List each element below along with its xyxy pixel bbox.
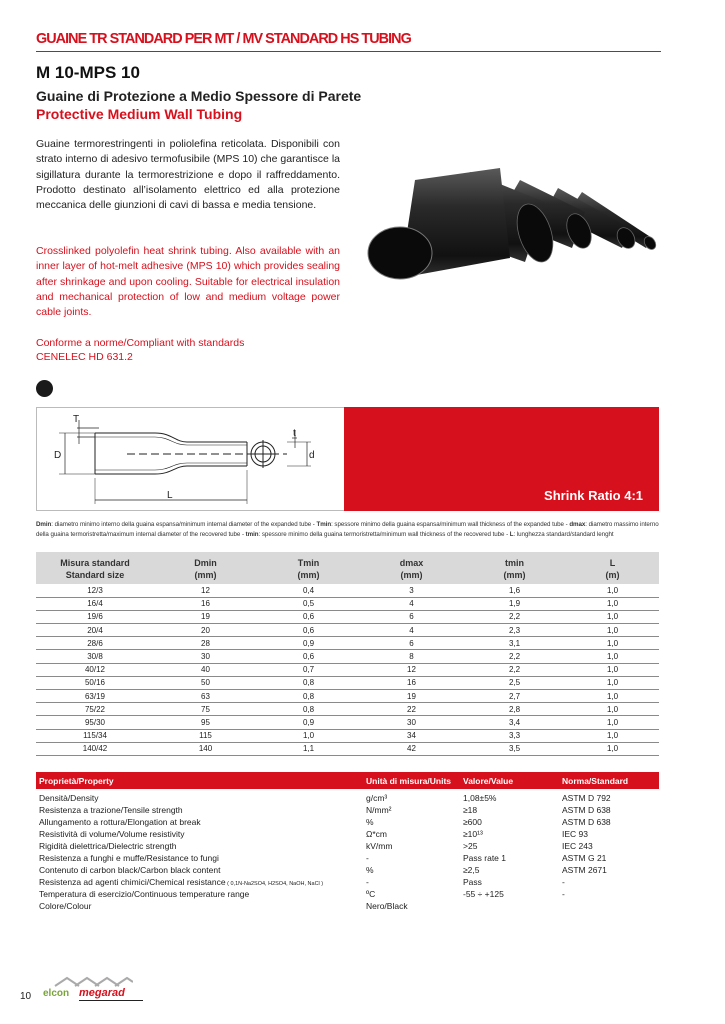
logo-megarad: megarad: [79, 987, 125, 999]
company-logo: [43, 974, 153, 1004]
property-row: Contenuto di carbon black/Carbon black content % ≥2,5 ASTM 2671: [39, 865, 607, 875]
header-divider: [36, 51, 661, 52]
legend-key-dmin: Dmin: [36, 521, 52, 528]
header-units: Unità di misura/Units: [363, 772, 460, 789]
label-t: t: [293, 428, 296, 439]
header-standard: Norma/Standard: [559, 772, 659, 789]
table-row: 30/8 30 0,6 8 2,2 1,0: [36, 650, 659, 663]
product-subtitle-en: Protective Medium Wall Tubing: [36, 106, 243, 122]
tube-1: [368, 168, 510, 279]
table-row: 63/19 63 0,8 19 2,7 1,0: [36, 690, 659, 703]
table-row: 28/6 28 0,9 6 3,1 1,0: [36, 637, 659, 650]
header-tmin-expanded: Tmin (mm): [257, 552, 360, 584]
shrink-ratio-panel: [344, 407, 659, 511]
table-row: 19/6 19 0,6 6 2,2 1,0: [36, 610, 659, 623]
label-L: L: [167, 490, 173, 501]
legend-text-tmin: : spessore minimo della guaina espansa/minimum wall thickness of the expanded tube -: [331, 521, 570, 528]
standards-value: CENELEC HD 631.2: [36, 351, 133, 363]
standards-label: Conforme a norme/Compliant with standards: [36, 337, 245, 349]
legend-key-tmin: Tmin: [316, 521, 332, 528]
legend-text-l: : lunghezza standard/standard lenght: [513, 530, 614, 538]
description-en: Crosslinked polyolefin heat shrink tubing. Also available with an inner layer of hot-melt adhesive (MPS 10) which provides sealing after shrinkage and upon cooling. Suitable for electrical insulation and mechanical protection of low and medium voltage power cable joints.: [36, 245, 340, 319]
header-dmax: dmax (mm): [360, 552, 463, 584]
logo-elcon: elcon: [43, 988, 70, 999]
property-row: Resistenza a trazione/Tensile strength N/mm² ≥18 ASTM D 638: [39, 805, 611, 815]
colour-swatch: [36, 380, 53, 397]
shrink-ratio-label: Shrink Ratio 4:1: [544, 488, 643, 503]
property-row: Allungamento a rottura/Elongation at break % ≥600 ASTM D 638: [39, 817, 611, 827]
logo-underline: [79, 1000, 143, 1001]
property-row: Colore/Colour Nero/Black: [39, 901, 408, 911]
description-it: Guaine termorestringenti in poliolefina reticolata. Disponibili con strato interno di adesivo termofusibile (MPS 10) che garantisce la sigillatura durante la termorestrizione e dopo il raffreddamento. Prodotto destinato all’isolamento elettrico ed alla protezione meccanica delle giunzioni di cavi di bassa e media tensione.: [36, 138, 340, 212]
header-property: Proprietà/Property: [36, 772, 363, 789]
header-dmin: Dmin (mm): [154, 552, 257, 584]
properties-table: [36, 772, 659, 912]
table-row: 16/4 16 0,5 4 1,9 1,0: [36, 597, 659, 610]
dimension-diagram: [36, 407, 344, 511]
table-row: 95/30 95 0,9 30 3,4 1,0: [36, 716, 659, 729]
label-T: T: [73, 414, 80, 425]
table-row: 12/3 12 0,4 3 1,6 1,0: [36, 584, 659, 597]
label-d: d: [309, 450, 315, 461]
property-row: Densità/Density g/cm³ 1,08±5% ASTM D 792: [39, 793, 611, 803]
property-row: Resistività di volume/Volume resistivity Ω*cm ≥10¹³ IEC 93: [39, 829, 588, 839]
product-subtitle-it: Guaine di Protezione a Medio Spessore di Parete: [36, 88, 362, 104]
legend-text-tmin-recovered: : spessore minimo della guaina termoristretta/minimum wall thickness of the recovered tube -: [258, 530, 510, 538]
legend-key-dmax: dmax: [569, 521, 586, 528]
header-tmin-recovered: tmin (mm): [463, 552, 566, 584]
header-length: L (m): [566, 552, 659, 584]
chemical-resistance-note: ( 0,1N-Na2SO4, H2SO4, NaOH, NaCl ): [225, 881, 324, 887]
legend-key-tmin-recovered: tmin: [245, 530, 259, 538]
property-row: Resistenza a funghi e muffe/Resistance to fungi - Pass rate 1 ASTM G 21: [39, 853, 607, 863]
header-value: Valore/Value: [460, 772, 559, 789]
property-row: Temperatura di esercizio/Continuous temperature range ºC -55 ÷ +125 -: [39, 889, 565, 899]
table-row: 115/34 115 1,0 34 3,3 1,0: [36, 729, 659, 742]
product-code: M 10-MPS 10: [36, 63, 140, 82]
dimension-legend: [36, 520, 659, 539]
logo-wave-icon: [53, 974, 133, 988]
legend-key-l: L: [509, 530, 514, 538]
page-number: 10: [20, 991, 32, 1002]
property-row: Rigidità dielettrica/Dielectric strength kV/mm >25 IEC 243: [39, 841, 593, 851]
table-row: 40/12 40 0,7 12 2,2 1,0: [36, 663, 659, 676]
table-row: 75/22 75 0,8 22 2,8 1,0: [36, 703, 659, 716]
size-table: [36, 552, 659, 756]
legend-text-dmax: : diametro massimo interno della guaina termoristretta/maximum internal diameter of the recovered tube -: [36, 521, 659, 538]
tube-dimension-drawing: [37, 408, 345, 512]
table-row: 50/16 50 0,8 16 2,5 1,0: [36, 676, 659, 689]
legend-text-dmin: : diametro minimo interno della guaina espansa/minimum internal diameter of the expanded tube -: [51, 521, 317, 528]
property-row: Resistenza ad agenti chimici/Chemical resistance ( 0,1N-Na2SO4, H2SO4, NaOH, NaCl ) - Pass -: [39, 877, 565, 887]
product-photo: [360, 140, 670, 290]
size-table-header: [36, 552, 659, 584]
page-header-title: GUAINE TR STANDARD PER MT / MV STANDARD HS TUBING: [36, 30, 411, 47]
table-row: 140/42 140 1,1 42 3,5 1,0: [36, 742, 659, 755]
label-D: D: [54, 450, 62, 461]
header-standard-size: Misura standard Standard size: [36, 552, 154, 584]
table-row: 20/4 20 0,6 4 2,3 1,0: [36, 624, 659, 637]
properties-table-header: [36, 772, 659, 789]
